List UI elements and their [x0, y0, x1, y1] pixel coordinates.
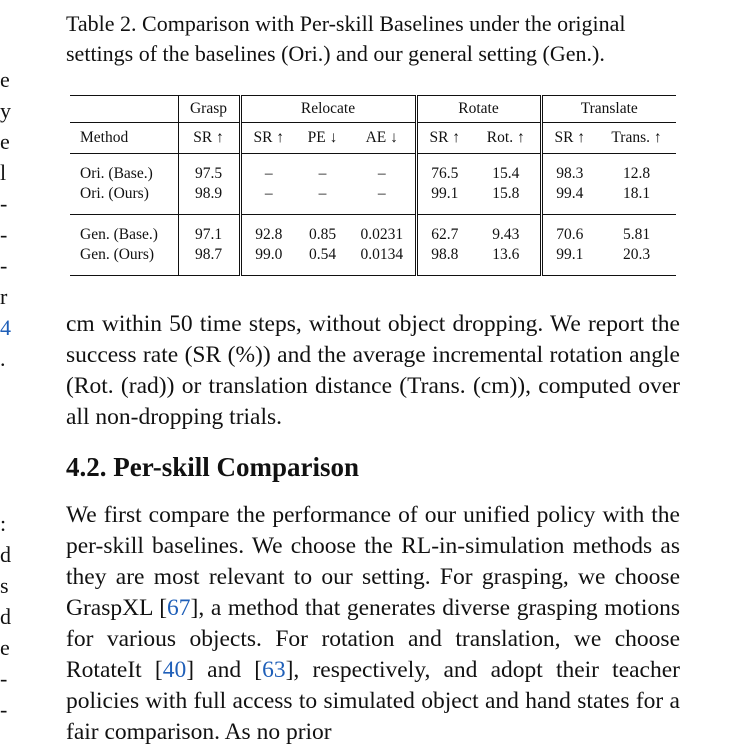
margin-fragment: -	[0, 253, 8, 278]
value-cell: 20.3	[622, 246, 651, 263]
table-caption: Table 2. Comparison with Per-skill Baselines under the original settings of the baselines (Ori.) and our general setting (Gen.).	[66, 11, 626, 66]
margin-fragment: -	[0, 697, 8, 722]
paragraph-metrics: cm within 50 time steps, without object dropping. We report the success rate (SR (%)) and the average incremental rotation angle (Rot. (rad)) or translation distance (Trans. (cm)), computed over all non-dropping trials.	[66, 311, 680, 430]
value-cell: 98.9	[178, 184, 240, 204]
table-row	[70, 184, 676, 204]
value-cell: 92.8	[255, 226, 283, 243]
value-cell: 99.1	[431, 185, 459, 202]
group-header-relocate: Relocate	[240, 96, 416, 123]
method-cell: Gen. (Ours)	[70, 245, 178, 265]
value-cell: 0.0134	[349, 245, 416, 265]
value-cell: 15.8	[472, 184, 541, 204]
value-cell: 97.5	[178, 164, 240, 184]
margin-fragment: e	[0, 129, 10, 154]
margin-fragment: e	[0, 635, 10, 660]
value-cell: –	[264, 165, 273, 182]
value-cell: 5.81	[622, 226, 651, 243]
group-header-rotate: Rotate	[416, 96, 541, 123]
paragraph-text: ], respectively, and adopt their teacher policies with full access to simulated object and hand states for a fair comparison. As no prior	[66, 657, 680, 745]
table-row	[70, 245, 676, 265]
paragraph-comparison	[66, 500, 680, 748]
value-cell: 99.0	[255, 246, 283, 263]
margin-fragment: -	[0, 222, 8, 247]
value-cell: –	[349, 184, 416, 204]
value-cell: 12.8	[622, 165, 651, 182]
value-cell: 99.4	[556, 185, 584, 202]
value-cell: 15.4	[472, 164, 541, 184]
value-cell: 13.6	[472, 245, 541, 265]
value-cell: 98.3	[556, 165, 584, 182]
value-cell: –	[318, 185, 327, 202]
value-cell: 98.8	[431, 246, 459, 263]
group-header-translate: Translate	[580, 100, 638, 117]
value-cell: –	[318, 165, 327, 182]
column-header-rotate-sr: SR ↑	[416, 123, 472, 154]
value-cell: 0.0231	[349, 225, 416, 245]
paragraph-text: ] and [	[186, 657, 263, 683]
value-cell: 0.85	[308, 226, 337, 243]
column-header-relocate-pe: PE ↓	[296, 123, 349, 154]
margin-fragment: r	[0, 284, 8, 309]
table-row	[70, 164, 676, 184]
column-header-relocate-ae: AE ↓	[349, 123, 416, 154]
column-header-relocate-sr: SR ↑	[240, 123, 296, 154]
margin-fragment: y	[0, 98, 11, 123]
margin-fragment: -	[0, 191, 8, 216]
value-cell: 76.5	[431, 165, 459, 182]
column-header-method: Method	[70, 123, 178, 154]
section-title: Per-skill Comparison	[113, 452, 359, 482]
table-row	[70, 225, 676, 245]
paragraph-text: ], a method that generates diverse grasping motions for various objects. For rotation and translation, we choose RotateIt [	[66, 595, 680, 683]
margin-fragment: e	[0, 67, 10, 92]
margin-fragment: l	[0, 160, 7, 185]
margin-fragment: .	[0, 346, 6, 371]
citation-link[interactable]: 67	[167, 595, 191, 621]
citation-link[interactable]: 40	[162, 657, 187, 683]
group-header-grasp: Grasp	[178, 96, 240, 123]
margin-fragment: d	[0, 542, 11, 567]
margin-fragment: s	[0, 573, 9, 598]
section-heading	[66, 450, 359, 484]
value-cell: –	[264, 185, 273, 202]
value-cell: 70.6	[556, 226, 584, 243]
header-empty-cell	[70, 96, 178, 123]
method-cell: Ori. (Base.)	[70, 164, 178, 184]
method-cell: Ori. (Ours)	[70, 184, 178, 204]
section-number: 4.2.	[66, 452, 107, 482]
value-cell: –	[349, 164, 416, 184]
method-cell: Gen. (Base.)	[70, 225, 178, 245]
margin-fragment: :	[0, 511, 7, 536]
margin-fragment: -	[0, 666, 8, 691]
value-cell: 9.43	[472, 225, 541, 245]
comparison-table	[70, 95, 676, 276]
column-header-rotate-rot: Rot. ↑	[472, 123, 541, 154]
margin-fragment: d	[0, 604, 11, 629]
value-cell: 99.1	[556, 246, 584, 263]
value-cell: 97.1	[178, 225, 240, 245]
column-header-grasp-sr: SR ↑	[178, 123, 240, 154]
value-cell: 18.1	[622, 185, 651, 202]
column-header-translate-trans: Trans. ↑	[597, 123, 676, 154]
paragraph-text: We first compare the performance of our unified policy with the per-skill baselines. We choose the RL-in-simulation methods as they are most relevant to our setting. For grasping, we choose GraspXL [	[66, 502, 680, 621]
value-cell: 98.7	[178, 245, 240, 265]
value-cell: 62.7	[431, 226, 459, 243]
margin-fragment: 4	[0, 315, 11, 340]
value-cell: 0.54	[308, 246, 337, 263]
column-header-translate-sr: SR ↑	[541, 123, 597, 154]
citation-link[interactable]: 63	[262, 657, 286, 683]
